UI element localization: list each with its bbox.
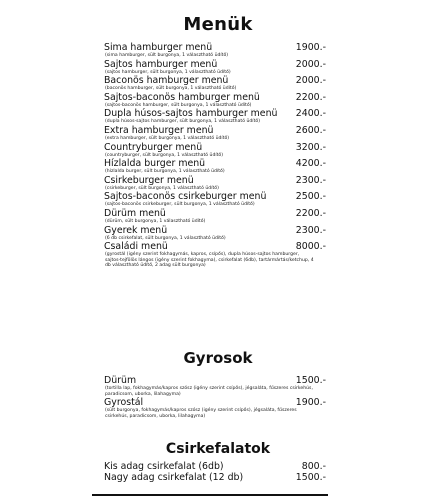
bottom-divider [92, 494, 328, 496]
csirke-list [104, 461, 326, 483]
menu-item [104, 397, 326, 419]
item-description: (countryburger, sült burgonya, 1 választható üdítő) [105, 152, 224, 158]
item-price: 3200.- [295, 141, 326, 153]
item-price: 2000.- [295, 58, 326, 70]
item-price: 2000.- [295, 75, 326, 87]
menu-item [104, 142, 326, 159]
item-description: (6 db csirkefalat, sült burgonya, 1 választható üdítő) [105, 235, 226, 241]
item-name: Kis adag csirkefalat (6db) [104, 461, 224, 472]
item-description: (sajtos hamburger, sült burgonya, 1 választható üdítő) [105, 69, 231, 75]
item-name: Sima hamburger menü [104, 42, 213, 53]
menu-item [104, 241, 326, 269]
item-name: Sajtos-baconös hamburger menü [104, 91, 260, 103]
item-name: Baconös hamburger menü [104, 75, 229, 87]
item-description: (dürüm, sült burgonya, 1 választható üdítő) [105, 218, 206, 224]
item-price: 2400.- [295, 108, 326, 120]
item-price: 1900.- [295, 397, 326, 409]
item-name: Dürüm menü [104, 207, 166, 219]
item-name: Csirkeburger menü [104, 174, 194, 186]
item-price: 2300.- [295, 174, 326, 186]
item-price: 8000.- [295, 241, 326, 253]
item-description: (sült burgonya, fokhagymás/kapros szósz (igény szerint csípős), jégsaláta, fűszeres csirkehús, paradicsom, uborka, lilahagyma) [105, 408, 297, 419]
item-price: 1500.- [295, 375, 326, 386]
item-description: (dupla húsos-sajtos hamburger, sült burgonya, 1 választható üdítő) [105, 119, 260, 125]
item-name: Dupla húsos-sajtos hamburger menü [104, 108, 278, 120]
menu-item [104, 108, 326, 125]
menu-list [104, 42, 326, 269]
menu-item [104, 208, 326, 225]
item-description: (sajtos-baconös hamburger, sült burgonya, 1 választható üdítő) [105, 102, 252, 108]
item-price: 2200.- [295, 207, 326, 219]
item-name: Nagy adag csirkefalat (12 db) [104, 472, 244, 483]
item-name: Sajtos-baconös csirkeburger menü [104, 191, 267, 203]
item-description: (csirkeburger, sült burgonya, 1 választható üdítő) [105, 185, 219, 191]
item-description: (tortilla lap, fokhagymás/kapros szósz (igény szerint csípős), jégsaláta, fűszeres csirkehús, paradicsom, uborka, lilahagyma) [105, 386, 313, 397]
menu-item [104, 461, 326, 472]
item-name: Gyerek menü [104, 224, 168, 236]
item-description: (hízlalda burger, sült burgonya, 1 választható üdítő) [105, 169, 225, 175]
item-name: Hízlalda burger menü [104, 158, 206, 170]
item-price: 4200.- [295, 158, 326, 170]
item-name: Sajtos hamburger menü [104, 58, 218, 70]
menu-item [104, 75, 326, 92]
item-price: 1900.- [295, 42, 326, 53]
item-price: 2200.- [295, 91, 326, 103]
item-name: Dürüm [104, 375, 137, 386]
menu-item [104, 472, 326, 483]
menu-item [104, 375, 326, 397]
menu-item [104, 191, 326, 208]
item-name: Gyrostál [104, 397, 144, 409]
menu-item [104, 175, 326, 192]
csirke-section-title: Csirkefalatok [165, 441, 271, 457]
item-name: Extra hamburger menü [104, 124, 214, 136]
item-description: (extra hamburger, sült burgonya, 1 választható üdítő) [105, 135, 230, 141]
item-price: 2500.- [295, 191, 326, 203]
menu-item [104, 225, 326, 242]
menu-item [104, 92, 326, 109]
item-price: 2300.- [295, 224, 326, 236]
item-description: (gyrostál (igény szerint fokhagymás, kapros, csípős), dupla húsos-sajtos hamburger, sajtos-tejfölös lángos (igény szerint fokhagyma), csirkefalat (6db), tartármártás/ketchup, 4 db választható üdítő, 2 adag sült burgonya) [105, 252, 314, 269]
menu-item [104, 42, 326, 59]
item-price: 800.- [301, 461, 326, 472]
item-price: 1500.- [295, 472, 326, 483]
item-price: 2600.- [295, 124, 326, 136]
menu-item [104, 125, 326, 142]
menu-item [104, 59, 326, 76]
gyros-section-title: Gyrosok [183, 349, 253, 367]
item-description: (sima hamburger, sült burgonya, 1 választható üdítő) [105, 53, 229, 58]
menu-section-title: Menük [183, 14, 253, 35]
item-description: (baconös hamburger, sült burgonya, 1 választható üdítő) [105, 86, 237, 92]
item-description: (sajtos-baconös csirkeburger, sült burgonya, 1 választható üdítő) [105, 202, 255, 208]
item-name: Családi menü [104, 241, 168, 253]
item-name: Countryburger menü [104, 141, 203, 153]
menu-item [104, 158, 326, 175]
gyros-list [104, 375, 326, 419]
